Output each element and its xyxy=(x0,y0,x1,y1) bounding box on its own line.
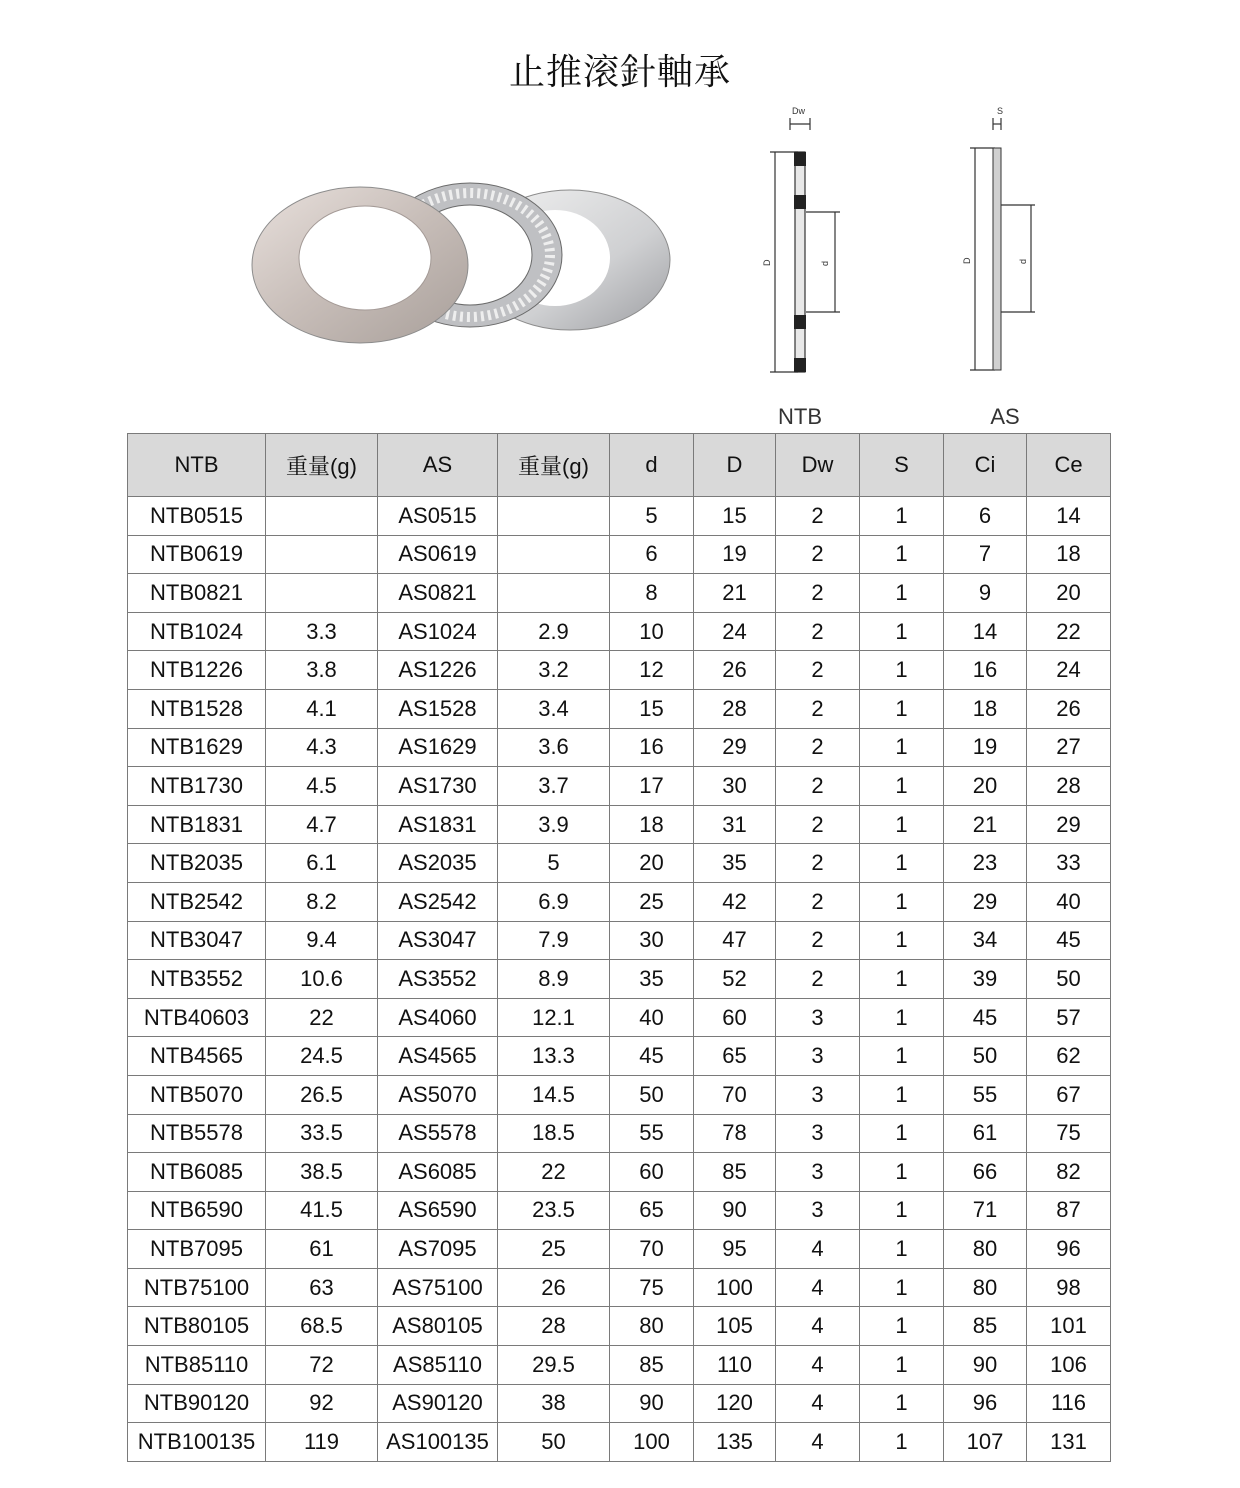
table-cell: NTB75100 xyxy=(128,1268,266,1307)
page-title: 止推滚針軸承 xyxy=(508,52,731,93)
table-cell: NTB90120 xyxy=(128,1384,266,1423)
table-row xyxy=(128,805,1111,844)
table-row xyxy=(128,1384,1111,1423)
table-cell: 1 xyxy=(860,1114,944,1153)
table-cell: 3 xyxy=(776,1153,860,1192)
table-cell: 35 xyxy=(610,960,694,999)
table-cell: 106 xyxy=(1027,1346,1111,1385)
table-cell: 90 xyxy=(610,1384,694,1423)
table-cell xyxy=(498,497,610,536)
table-cell: NTB6085 xyxy=(128,1153,266,1192)
table-cell: AS1528 xyxy=(378,689,498,728)
header-s: S xyxy=(860,434,944,497)
table-cell: 57 xyxy=(1027,998,1111,1037)
table-cell: NTB1730 xyxy=(128,767,266,806)
table-cell: 101 xyxy=(1027,1307,1111,1346)
table-cell: 9 xyxy=(944,574,1027,613)
table-cell: NTB2542 xyxy=(128,882,266,921)
table-cell: 2 xyxy=(776,960,860,999)
table-cell: 12.1 xyxy=(498,998,610,1037)
ntb-diagram-label: NTB xyxy=(778,404,822,429)
table-cell: 8.2 xyxy=(266,882,378,921)
table-cell: 14 xyxy=(944,612,1027,651)
table-cell: 80 xyxy=(944,1230,1027,1269)
table-cell: AS1831 xyxy=(378,805,498,844)
table-cell: 2 xyxy=(776,574,860,613)
table-row xyxy=(128,1114,1111,1153)
table-cell: 2 xyxy=(776,728,860,767)
table-cell: 3.8 xyxy=(266,651,378,690)
table-cell: AS4060 xyxy=(378,998,498,1037)
table-cell: 131 xyxy=(1027,1423,1111,1462)
table-cell: 29.5 xyxy=(498,1346,610,1385)
table-cell: 45 xyxy=(610,1037,694,1076)
ntb-section-diagram xyxy=(730,100,870,430)
table-cell: AS0821 xyxy=(378,574,498,613)
table-row xyxy=(128,612,1111,651)
table-cell: 13.3 xyxy=(498,1037,610,1076)
table-cell: 22 xyxy=(498,1153,610,1192)
table-cell: 110 xyxy=(694,1346,776,1385)
table-cell: 71 xyxy=(944,1191,1027,1230)
table-cell: 90 xyxy=(694,1191,776,1230)
table-cell: 26 xyxy=(498,1268,610,1307)
table-cell: 55 xyxy=(610,1114,694,1153)
table-row xyxy=(128,574,1111,613)
table-cell: 6 xyxy=(944,497,1027,536)
table-cell: 1 xyxy=(860,689,944,728)
table-cell: 26 xyxy=(1027,689,1111,728)
table-cell: 78 xyxy=(694,1114,776,1153)
table-cell: 2 xyxy=(776,921,860,960)
table-cell: 24 xyxy=(694,612,776,651)
table-cell: AS75100 xyxy=(378,1268,498,1307)
table-cell: 50 xyxy=(610,1075,694,1114)
table-cell: 1 xyxy=(860,728,944,767)
table-cell: 33 xyxy=(1027,844,1111,883)
table-cell: 4.1 xyxy=(266,689,378,728)
table-cell: 1 xyxy=(860,960,944,999)
table-cell: 8 xyxy=(610,574,694,613)
table-cell: NTB6590 xyxy=(128,1191,266,1230)
table-cell: 55 xyxy=(944,1075,1027,1114)
table-cell: 8.9 xyxy=(498,960,610,999)
table-cell: 96 xyxy=(1027,1230,1111,1269)
table-cell: 2 xyxy=(776,844,860,883)
table-cell: 5 xyxy=(610,497,694,536)
table-cell: 1 xyxy=(860,535,944,574)
table-cell: 1 xyxy=(860,1423,944,1462)
table-cell: 1 xyxy=(860,805,944,844)
table-cell: 70 xyxy=(694,1075,776,1114)
bearing-spec-table xyxy=(127,433,1111,1462)
table-cell: AS1730 xyxy=(378,767,498,806)
table-cell: 4 xyxy=(776,1384,860,1423)
table-cell: 38.5 xyxy=(266,1153,378,1192)
table-row xyxy=(128,960,1111,999)
table-cell: AS90120 xyxy=(378,1384,498,1423)
table-cell: AS4565 xyxy=(378,1037,498,1076)
table-cell: 2 xyxy=(776,612,860,651)
table-cell: 45 xyxy=(1027,921,1111,960)
inner-diameter-label: d xyxy=(820,260,830,266)
table-cell: 21 xyxy=(694,574,776,613)
table-cell: 25 xyxy=(610,882,694,921)
table-cell: 119 xyxy=(266,1423,378,1462)
table-cell: 28 xyxy=(694,689,776,728)
table-cell: AS3552 xyxy=(378,960,498,999)
table-cell: AS5070 xyxy=(378,1075,498,1114)
table-cell: 28 xyxy=(498,1307,610,1346)
table-cell: 4.5 xyxy=(266,767,378,806)
table-cell: 16 xyxy=(610,728,694,767)
table-row xyxy=(128,1230,1111,1269)
table-cell: 24 xyxy=(1027,651,1111,690)
table-cell: NTB0619 xyxy=(128,535,266,574)
table-cell: 3.9 xyxy=(498,805,610,844)
table-cell: 98 xyxy=(1027,1268,1111,1307)
table-row xyxy=(128,535,1111,574)
table-cell: 23.5 xyxy=(498,1191,610,1230)
table-cell: 29 xyxy=(1027,805,1111,844)
table-cell: 100 xyxy=(694,1268,776,1307)
table-cell: 72 xyxy=(266,1346,378,1385)
table-cell: 1 xyxy=(860,1230,944,1269)
table-cell: 5 xyxy=(498,844,610,883)
table-cell: NTB100135 xyxy=(128,1423,266,1462)
table-header-row xyxy=(128,434,1111,497)
table-cell: 82 xyxy=(1027,1153,1111,1192)
table-cell: NTB1528 xyxy=(128,689,266,728)
table-row xyxy=(128,921,1111,960)
header-outer-d: D xyxy=(694,434,776,497)
table-cell: 3 xyxy=(776,1114,860,1153)
s-dim-label: S xyxy=(997,106,1004,116)
table-cell: 68.5 xyxy=(266,1307,378,1346)
table-row xyxy=(128,689,1111,728)
header-as: AS xyxy=(378,434,498,497)
table-cell: 31 xyxy=(694,805,776,844)
table-cell: 2 xyxy=(776,651,860,690)
table-cell: 1 xyxy=(860,1346,944,1385)
table-cell: 23 xyxy=(944,844,1027,883)
table-cell: 1 xyxy=(860,574,944,613)
table-cell: 33.5 xyxy=(266,1114,378,1153)
table-cell: 4.3 xyxy=(266,728,378,767)
table-cell: 3 xyxy=(776,1191,860,1230)
header-dw: Dw xyxy=(776,434,860,497)
table-cell: AS0515 xyxy=(378,497,498,536)
table-cell: 19 xyxy=(694,535,776,574)
table-cell: 10.6 xyxy=(266,960,378,999)
table-cell: 2 xyxy=(776,689,860,728)
table-cell: 18 xyxy=(944,689,1027,728)
table-cell xyxy=(266,574,378,613)
outer-diameter-label: D xyxy=(962,257,972,264)
table-cell: NTB1024 xyxy=(128,612,266,651)
table-cell: 25 xyxy=(498,1230,610,1269)
table-cell: 3.6 xyxy=(498,728,610,767)
table-cell: 3.2 xyxy=(498,651,610,690)
table-cell: 1 xyxy=(860,1037,944,1076)
table-row xyxy=(128,1346,1111,1385)
table-cell: AS6085 xyxy=(378,1153,498,1192)
table-cell xyxy=(266,497,378,536)
table-cell: 2 xyxy=(776,767,860,806)
table-cell: AS1629 xyxy=(378,728,498,767)
table-cell: 45 xyxy=(944,998,1027,1037)
header-ntb: NTB xyxy=(128,434,266,497)
header-ntb-weight: 重量(g) xyxy=(266,434,378,497)
table-cell: NTB3047 xyxy=(128,921,266,960)
table-cell: 95 xyxy=(694,1230,776,1269)
outer-diameter-label: D xyxy=(762,259,772,266)
table-cell: 2 xyxy=(776,805,860,844)
table-cell: 1 xyxy=(860,998,944,1037)
table-cell: 3 xyxy=(776,1037,860,1076)
table-cell: NTB5070 xyxy=(128,1075,266,1114)
table-cell: 21 xyxy=(944,805,1027,844)
table-cell: 2.9 xyxy=(498,612,610,651)
table-row xyxy=(128,1191,1111,1230)
table-cell: AS5578 xyxy=(378,1114,498,1153)
table-cell: 35 xyxy=(694,844,776,883)
dw-dim-label: Dw xyxy=(792,106,805,116)
table-cell: 4 xyxy=(776,1230,860,1269)
header-as-weight: 重量(g) xyxy=(498,434,610,497)
table-cell: NTB85110 xyxy=(128,1346,266,1385)
table-row xyxy=(128,1307,1111,1346)
table-cell: 3.3 xyxy=(266,612,378,651)
table-cell: 39 xyxy=(944,960,1027,999)
table-cell: NTB0821 xyxy=(128,574,266,613)
table-cell: 18.5 xyxy=(498,1114,610,1153)
table-cell: NTB4565 xyxy=(128,1037,266,1076)
table-cell: 4 xyxy=(776,1423,860,1462)
table-cell: 1 xyxy=(860,612,944,651)
table-cell: 1 xyxy=(860,1191,944,1230)
table-cell: NTB2035 xyxy=(128,844,266,883)
table-cell: 7.9 xyxy=(498,921,610,960)
table-cell: NTB80105 xyxy=(128,1307,266,1346)
table-cell: 26.5 xyxy=(266,1075,378,1114)
table-cell: 52 xyxy=(694,960,776,999)
table-cell: 60 xyxy=(694,998,776,1037)
table-cell: 20 xyxy=(610,844,694,883)
table-cell: 47 xyxy=(694,921,776,960)
table-cell: 1 xyxy=(860,767,944,806)
bearing-photo xyxy=(240,170,680,350)
table-cell: 17 xyxy=(610,767,694,806)
table-cell: 61 xyxy=(266,1230,378,1269)
table-cell: 4 xyxy=(776,1268,860,1307)
table-cell: AS7095 xyxy=(378,1230,498,1269)
table-cell: 1 xyxy=(860,1153,944,1192)
inner-diameter-label: d xyxy=(1018,258,1028,264)
table-cell: 61 xyxy=(944,1114,1027,1153)
table-cell xyxy=(498,574,610,613)
table-row xyxy=(128,1268,1111,1307)
as-diagram-label: AS xyxy=(990,404,1020,429)
table-cell: AS1226 xyxy=(378,651,498,690)
table-cell: 85 xyxy=(944,1307,1027,1346)
table-cell: 63 xyxy=(266,1268,378,1307)
table-cell: NTB1629 xyxy=(128,728,266,767)
table-row xyxy=(128,1423,1111,1462)
table-cell: 67 xyxy=(1027,1075,1111,1114)
table-cell: 15 xyxy=(694,497,776,536)
table-cell: 1 xyxy=(860,1384,944,1423)
table-cell: 65 xyxy=(694,1037,776,1076)
table-cell: 7 xyxy=(944,535,1027,574)
table-cell: 75 xyxy=(1027,1114,1111,1153)
table-cell: 6.1 xyxy=(266,844,378,883)
table-cell: AS1024 xyxy=(378,612,498,651)
table-cell: AS85110 xyxy=(378,1346,498,1385)
table-cell: 1 xyxy=(860,497,944,536)
table-cell: 135 xyxy=(694,1423,776,1462)
table-cell: 20 xyxy=(1027,574,1111,613)
table-cell: 100 xyxy=(610,1423,694,1462)
table-cell: 66 xyxy=(944,1153,1027,1192)
table-cell: 1 xyxy=(860,1307,944,1346)
table-row xyxy=(128,767,1111,806)
table-cell: 3 xyxy=(776,998,860,1037)
table-cell: 50 xyxy=(944,1037,1027,1076)
table-cell: AS3047 xyxy=(378,921,498,960)
table-row xyxy=(128,497,1111,536)
table-cell: AS100135 xyxy=(378,1423,498,1462)
as-section-diagram xyxy=(935,100,1075,430)
table-cell: NTB1226 xyxy=(128,651,266,690)
header-d: d xyxy=(610,434,694,497)
table-cell: 30 xyxy=(694,767,776,806)
table-cell: 1 xyxy=(860,921,944,960)
header-ce: Ce xyxy=(1027,434,1111,497)
table-cell: 116 xyxy=(1027,1384,1111,1423)
table-cell: 29 xyxy=(944,882,1027,921)
table-cell: AS80105 xyxy=(378,1307,498,1346)
table-cell: 9.4 xyxy=(266,921,378,960)
table-cell: 15 xyxy=(610,689,694,728)
table-cell: NTB3552 xyxy=(128,960,266,999)
table-cell: 22 xyxy=(266,998,378,1037)
table-cell: 42 xyxy=(694,882,776,921)
table-row xyxy=(128,651,1111,690)
table-cell: NTB0515 xyxy=(128,497,266,536)
header-ci: Ci xyxy=(944,434,1027,497)
table-cell: 18 xyxy=(610,805,694,844)
table-cell: 50 xyxy=(498,1423,610,1462)
table-cell: 92 xyxy=(266,1384,378,1423)
table-cell xyxy=(266,535,378,574)
table-cell: AS2035 xyxy=(378,844,498,883)
table-cell: 96 xyxy=(944,1384,1027,1423)
table-cell: 80 xyxy=(944,1268,1027,1307)
table-cell: 1 xyxy=(860,882,944,921)
table-cell: 90 xyxy=(944,1346,1027,1385)
table-row xyxy=(128,1075,1111,1114)
table-cell: AS0619 xyxy=(378,535,498,574)
table-cell: 4.7 xyxy=(266,805,378,844)
table-cell: 22 xyxy=(1027,612,1111,651)
table-cell: 6.9 xyxy=(498,882,610,921)
table-cell: 4 xyxy=(776,1307,860,1346)
table-cell: 75 xyxy=(610,1268,694,1307)
table-cell: 41.5 xyxy=(266,1191,378,1230)
table-cell: 62 xyxy=(1027,1037,1111,1076)
table-row xyxy=(128,882,1111,921)
table-cell: 2 xyxy=(776,497,860,536)
table-cell: 24.5 xyxy=(266,1037,378,1076)
table-cell: 30 xyxy=(610,921,694,960)
table-cell: 10 xyxy=(610,612,694,651)
table-row xyxy=(128,728,1111,767)
table-cell: 105 xyxy=(694,1307,776,1346)
table-cell: 120 xyxy=(694,1384,776,1423)
table-cell: 85 xyxy=(610,1346,694,1385)
table-cell: 2 xyxy=(776,882,860,921)
table-row xyxy=(128,1153,1111,1192)
table-cell: 1 xyxy=(860,1075,944,1114)
table-cell: 107 xyxy=(944,1423,1027,1462)
table-cell: 12 xyxy=(610,651,694,690)
table-cell: 70 xyxy=(610,1230,694,1269)
table-cell: 26 xyxy=(694,651,776,690)
table-cell: 87 xyxy=(1027,1191,1111,1230)
table-cell: AS2542 xyxy=(378,882,498,921)
table-cell xyxy=(498,535,610,574)
table-cell: 40 xyxy=(610,998,694,1037)
table-cell: 3 xyxy=(776,1075,860,1114)
table-cell: NTB40603 xyxy=(128,998,266,1037)
table-cell: AS6590 xyxy=(378,1191,498,1230)
table-row xyxy=(128,844,1111,883)
table-cell: 14.5 xyxy=(498,1075,610,1114)
table-cell: 20 xyxy=(944,767,1027,806)
table-cell: 3.7 xyxy=(498,767,610,806)
table-cell: 1 xyxy=(860,844,944,883)
table-cell: 19 xyxy=(944,728,1027,767)
table-row xyxy=(128,998,1111,1037)
table-cell: 18 xyxy=(1027,535,1111,574)
table-cell: 6 xyxy=(610,535,694,574)
table-cell: 4 xyxy=(776,1346,860,1385)
table-cell: 38 xyxy=(498,1384,610,1423)
table-cell: 80 xyxy=(610,1307,694,1346)
table-cell: NTB1831 xyxy=(128,805,266,844)
table-cell: 2 xyxy=(776,535,860,574)
table-cell: 1 xyxy=(860,1268,944,1307)
table-cell: 14 xyxy=(1027,497,1111,536)
table-cell: NTB5578 xyxy=(128,1114,266,1153)
table-cell: 34 xyxy=(944,921,1027,960)
table-cell: 27 xyxy=(1027,728,1111,767)
table-cell: 16 xyxy=(944,651,1027,690)
table-cell: 85 xyxy=(694,1153,776,1192)
table-cell: 3.4 xyxy=(498,689,610,728)
table-cell: 1 xyxy=(860,651,944,690)
table-cell: 65 xyxy=(610,1191,694,1230)
table-cell: 60 xyxy=(610,1153,694,1192)
table-row xyxy=(128,1037,1111,1076)
table-cell: 50 xyxy=(1027,960,1111,999)
table-cell: 29 xyxy=(694,728,776,767)
table-cell: 40 xyxy=(1027,882,1111,921)
table-cell: 28 xyxy=(1027,767,1111,806)
table-cell: NTB7095 xyxy=(128,1230,266,1269)
